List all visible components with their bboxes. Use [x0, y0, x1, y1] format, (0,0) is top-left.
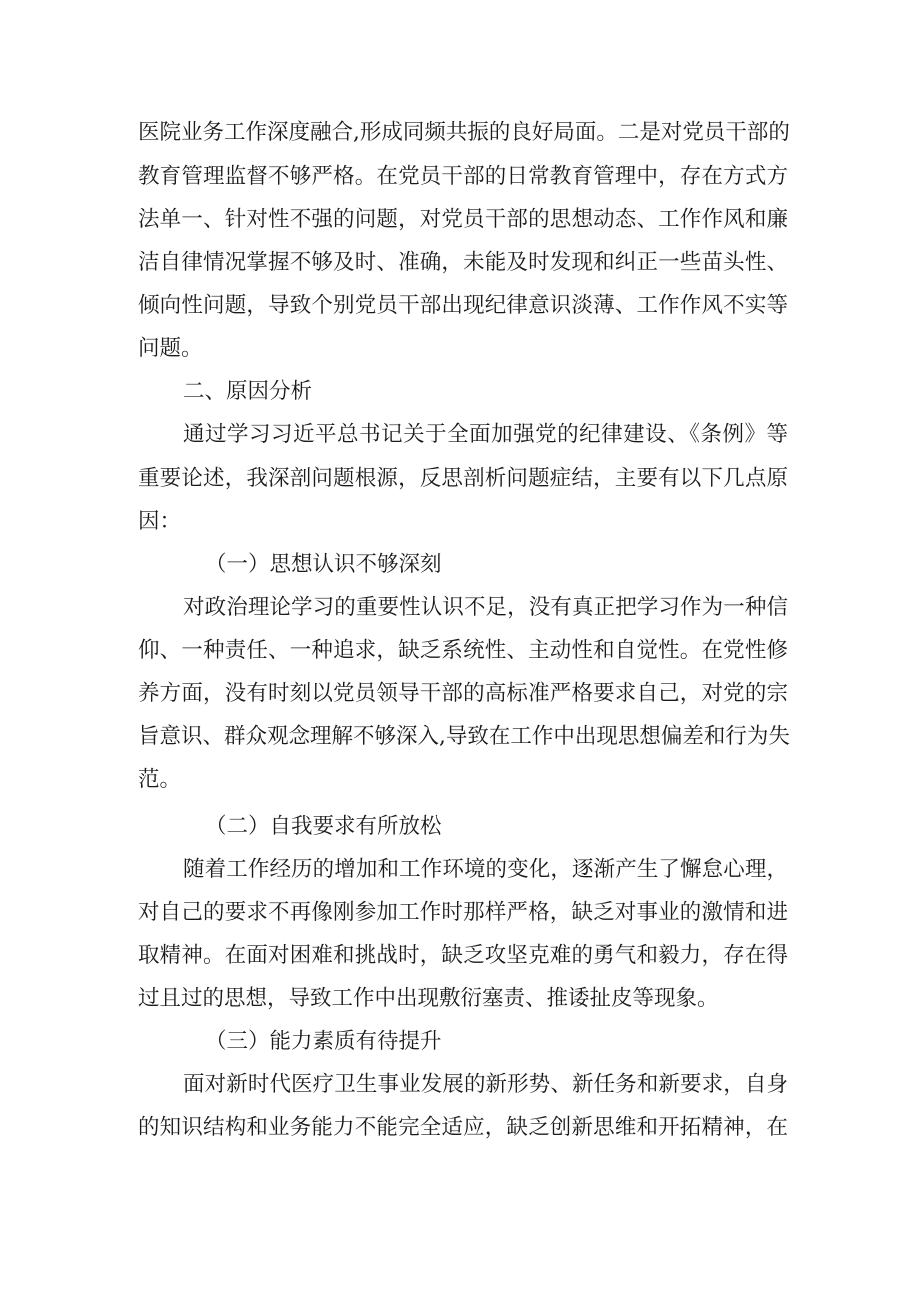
- body-text-line: 养方面，没有时刻以党员领导干部的高标准严格要求自己，对党的宗: [138, 681, 788, 706]
- body-text-line: 倾向性问题，导致个别党员干部出现纪律意识淡薄、工作作风不实等: [138, 293, 788, 318]
- body-text-line: 随着工作经历的增加和工作环境的变化，逐渐产生了懈怠心理，: [183, 857, 788, 882]
- body-text-line: 医院业务工作深度融合,形成同频共振的良好局面。二是对党员干部的: [138, 120, 790, 145]
- body-text-line: 问题。: [138, 336, 203, 361]
- body-text-line: 洁自律情况掌握不够及时、准确，未能及时发现和纠正一些苗头性、: [138, 250, 788, 275]
- body-text-line: 通过学习习近平总书记关于全面加强党的纪律建设、《条例》等: [183, 422, 788, 447]
- body-text-line: 重要论述，我深剖问题根源，反思剖析问题症结，主要有以下几点原: [138, 466, 788, 491]
- body-text-line: 对政治理论学习的重要性认识不足，没有真正把学习作为一种信: [183, 595, 788, 620]
- body-text-line: 取精神。在面对困难和挑战时，缺乏攻坚克难的勇气和毅力，存在得: [138, 943, 788, 968]
- body-text-line: 的知识结构和业务能力不能完全适应，缺乏创新思维和开拓精神，在: [138, 1115, 788, 1140]
- subsection-heading: （一）思想认识不够深刻: [205, 552, 442, 577]
- body-text-line: 过且过的思想，导致工作中出现敷衍塞责、推诿扯皮等现象。: [138, 986, 719, 1011]
- body-text-line: 旨意识、群众观念理解不够深入,导致在工作中出现思想偏差和行为失: [138, 724, 790, 749]
- body-text-line: 面对新时代医疗卫生事业发展的新形势、新任务和新要求，自身: [183, 1072, 788, 1097]
- body-text-line: 仰、一种责任、一种追求，缺乏系统性、主动性和自觉性。在党性修: [138, 638, 788, 663]
- subsection-heading: （三）能力素质有待提升: [205, 1029, 442, 1054]
- body-text-line: 法单一、针对性不强的问题，对党员干部的思想动态、工作作风和廉: [138, 207, 788, 232]
- body-text-line: 对自己的要求不再像刚参加工作时那样严格，缺乏对事业的激情和进: [138, 900, 788, 925]
- body-text-line: 因：: [138, 509, 182, 534]
- body-text-line: 教育管理监督不够严格。在党员干部的日常教育管理中，存在方式方: [138, 164, 788, 189]
- section-heading: 二、原因分析: [183, 379, 313, 404]
- subsection-heading: （二）自我要求有所放松: [205, 814, 442, 839]
- body-text-line: 范。: [138, 767, 182, 792]
